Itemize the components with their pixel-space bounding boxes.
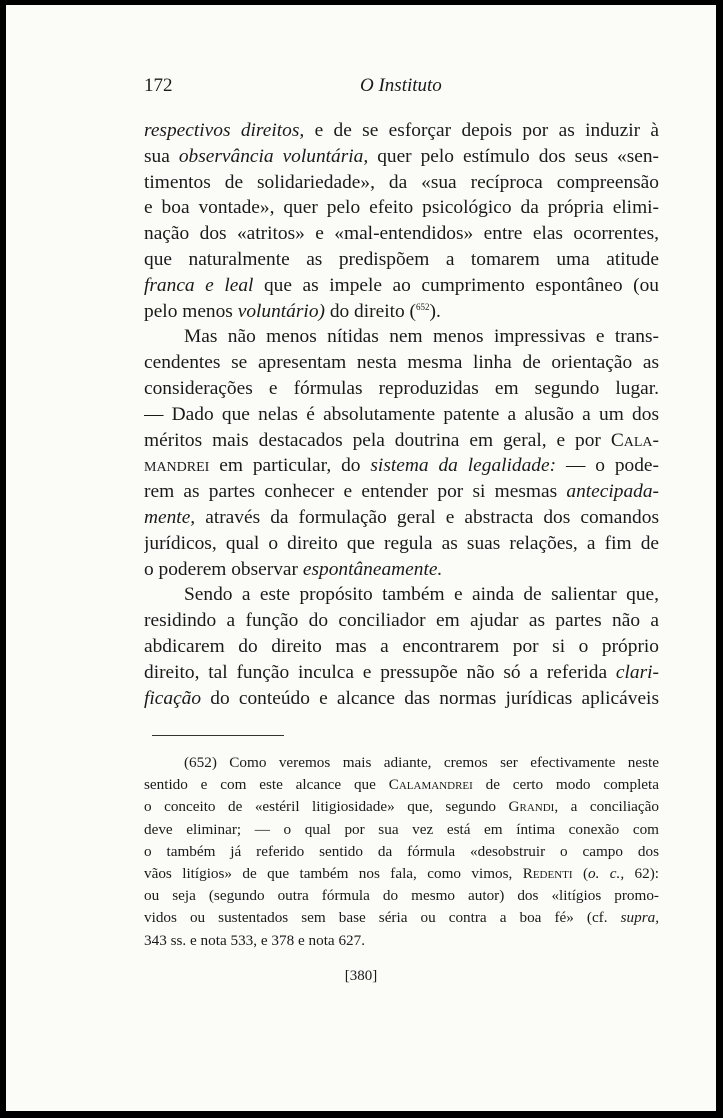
main-text: [144, 118, 659, 711]
text-line: timentos de solidariedade», da «sua recíproca compreensão: [144, 171, 659, 193]
footnote-line: o conceito de «estéril litigiosidade» que, segundo Grandi, a conciliação: [144, 798, 659, 816]
text-line: e boa vontade», quer pelo efeito psicológico da própria elimi-: [144, 197, 659, 219]
paragraph-2: [144, 324, 659, 582]
text-line: mandrei em particular, do sistema da legalidade: — o pode-: [144, 455, 659, 477]
footnote-line: (652) Como veremos mais adiante, cremos ser efectivamente neste: [184, 754, 659, 771]
paragraph-3: [144, 582, 659, 711]
text-line: ficação do conteúdo e alcance das normas jurídicas aplicáveis: [144, 687, 659, 709]
text-line: méritos mais destacados pela doutrina em geral, e por Cala-: [144, 429, 659, 451]
footnote-line: sentido e com este alcance que Calamandrei de certo modo completa: [144, 776, 659, 794]
page-number: 172: [144, 75, 173, 96]
book-page: [6, 5, 716, 1111]
footnote-rule: [152, 735, 284, 736]
text-line: nação dos «atritos» e «mal-entendidos» entre elas ocorrentes,: [144, 223, 659, 245]
footnote-line: ou seja (segundo outra fórmula do mesmo autor) dos «litígios promo-: [144, 887, 659, 905]
text-line: Sendo a este propósito também e ainda de salientar que,: [184, 584, 659, 606]
text-line: — Dado que nelas é absolutamente patente a alusão a um dos: [144, 403, 659, 425]
text-line: jurídicos, qual o direito que regula as suas relações, a fim de: [144, 532, 659, 554]
text-line: sua observância voluntária, quer pelo estímulo dos seus «sen-: [144, 145, 659, 167]
footnote-line: vãos litígios» de que também nos fala, como vimos, Redenti (o. c., 62):: [144, 865, 659, 883]
folio-number: [380]: [344, 968, 378, 984]
text-line: o poderem observar espontâneamente.: [144, 558, 443, 580]
text-line: respectivos direitos, e de se esforçar depois por as induzir à: [144, 120, 659, 141]
text-line: pelo menos voluntário) do direito ($^{652}$).: [144, 300, 441, 322]
footnote-line: vidos ou sustentados sem base séria ou contra a boa fé» (cf. supra,: [144, 909, 659, 927]
text-line: franca e leal que as impele ao cumprimento espontâneo (ou: [144, 274, 659, 296]
text-line: abdicarem do direito mas a encontrarem por si o próprio: [144, 635, 659, 657]
page-header: [144, 75, 664, 105]
footnote-line: deve eliminar; — o qual por sua vez está em íntima conexão com: [144, 820, 659, 838]
footnote: [144, 752, 659, 952]
running-title: O Instituto: [360, 75, 442, 96]
text-line: Mas não menos nítidas nem menos impressivas e trans-: [184, 326, 659, 348]
footnote-line: 343 ss. e nota 533, e 378 e nota 627.: [144, 931, 366, 949]
text-line: direito, tal função inculca e pressupõe não só a referida clari-: [144, 661, 659, 683]
footnote-reference: 652: [415, 301, 430, 312]
paragraph-1: [144, 118, 659, 324]
footnote-line: o também já referido sentido da fórmula «desobstruir o campo dos: [144, 842, 659, 860]
text-line: rem as partes conhecer e entender por si mesmas antecipada-: [144, 481, 659, 503]
text-line: residindo a função do conciliador em ajudar as partes não a: [144, 610, 659, 632]
text-line: que naturalmente as predispõem a tomarem uma atitude: [144, 248, 659, 270]
text-line: mente, através da formulação geral e abstracta dos comandos: [144, 506, 659, 528]
text-line: considerações e fórmulas reproduzidas em segundo lugar.: [144, 377, 659, 399]
text-line: cendentes se apresentam nesta mesma linha de orientação as: [144, 352, 659, 374]
